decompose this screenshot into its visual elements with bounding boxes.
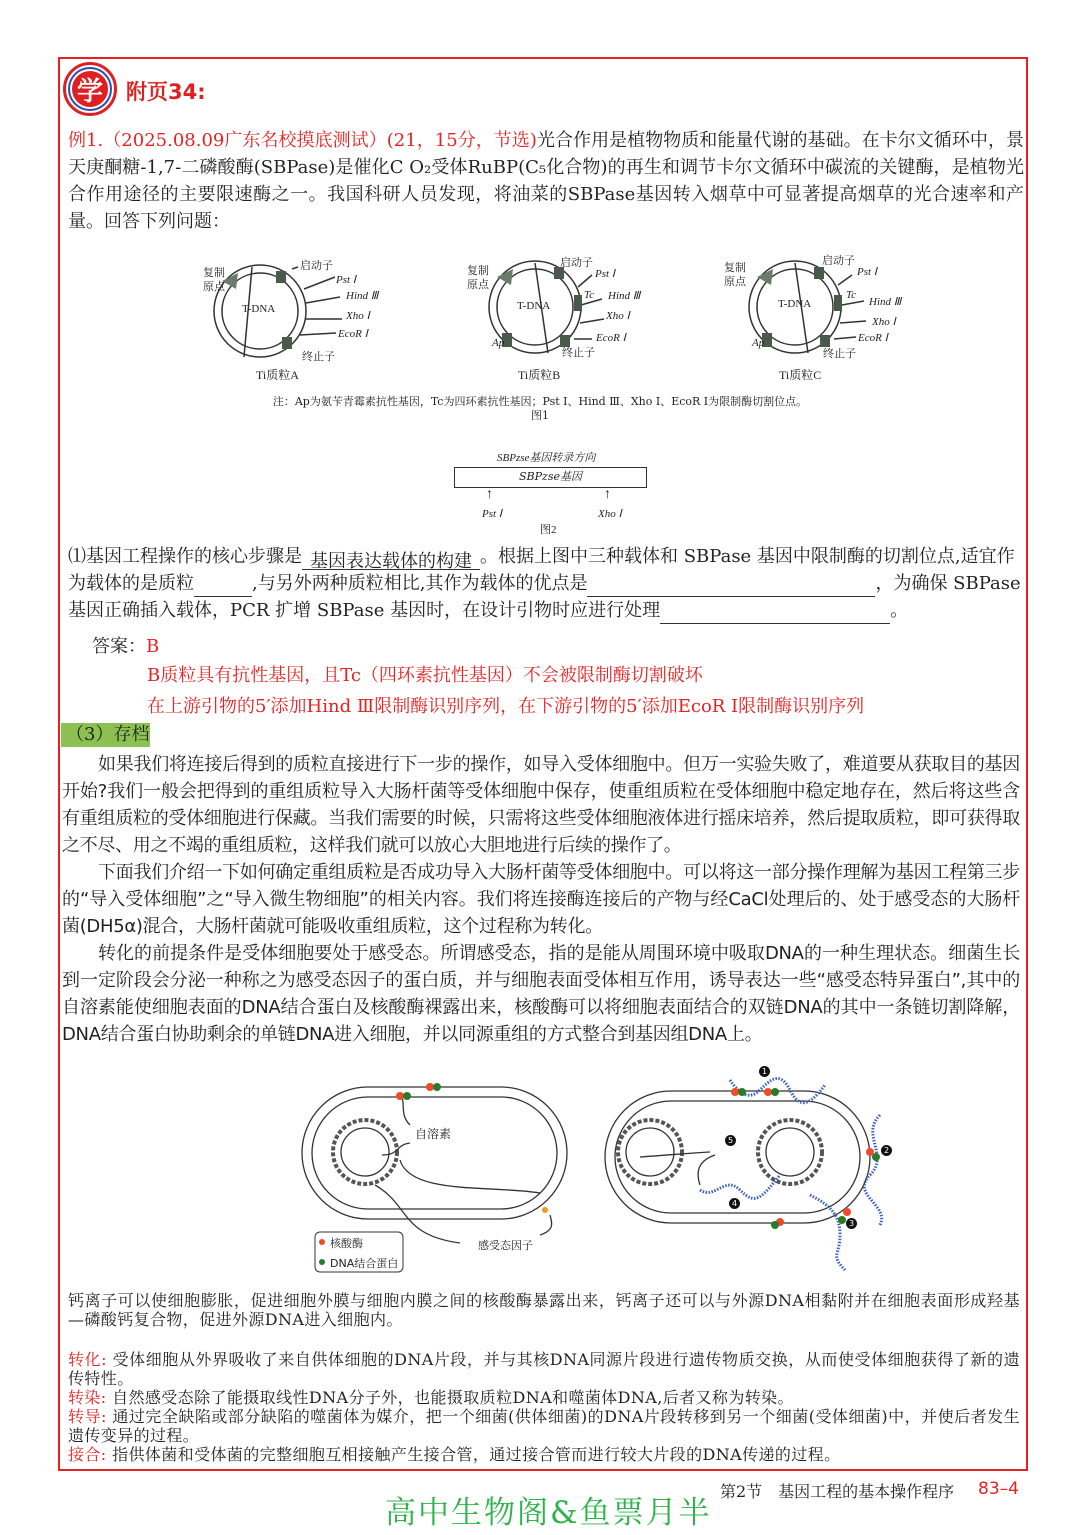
answer-line-2: B质粒具有抗性基因，且Tc（四环素抗性基因）不会被限制酶切割破坏: [147, 665, 703, 686]
answer-blank-primer[interactable]: [660, 602, 890, 624]
study-logo-icon: 学: [63, 62, 117, 116]
question-stem: [68, 127, 1024, 235]
arrow-up-icon: ↑: [604, 487, 611, 502]
page-title: 附页34:: [126, 80, 206, 104]
figure-transformation: 自溶素 核酸酶 DNA结合蛋白 感受态因子 1 2 3 4 5: [290, 1075, 900, 1275]
page-number: 83–4: [978, 1479, 1019, 1499]
footer-section: 第2节 基因工程的基本操作程序: [720, 1482, 955, 1501]
term-transfection: 转染: 自然感受态除了能摄取线性DNA分子外，也能摄取质粒DNA和噬菌体DNA,后者又称为转染。: [68, 1388, 794, 1407]
figure-1-note: 注：Ap为氨苄青霉素抗性基因，Tc为四环素抗性基因；Pst Ⅰ、Hind Ⅲ、Xho Ⅰ、EcoR Ⅰ为限制酶切割位点。: [272, 395, 808, 408]
answer-blank-filled[interactable]: 基因表达载体的构建: [302, 548, 480, 570]
calcium-note: 钙离子可以使细胞膨胀，促进细胞外膜与细胞内膜之间的核酸酶暴露出来，钙离子还可以与外源DNA相黏附并在细胞表面形成羟基—磷酸钙复合物，促进外源DNA进入细胞内。: [68, 1291, 1020, 1329]
term-transduction: 转导: 通过完全缺陷或部分缺陷的噬菌体为媒介，把一个细菌(供体细菌)的DNA片段转移到另一个细菌(受体细菌)中，并使后者发生遗传变异的过程。: [68, 1407, 1020, 1445]
term-transformation: 转化: 受体细胞从外界吸收了来自供体细胞的DNA片段，并与其核DNA同源片段进行遗传物质交换，从而使受体细胞获得了新的遗传特性。: [68, 1350, 1021, 1388]
section-heading: （3）存档: [61, 723, 150, 747]
figure-1: 复制 原点 启动子 Pst Ⅰ Hind Ⅲ Xho Ⅰ EcoR Ⅰ 终止子 T-DNA Ti质粒A 复制 原点 启动子 Pst Ⅰ Tc Hind Ⅲ Xho Ⅰ EcoR Ⅰ 终止子 Ap T-DNA Ti质粒B 复制 原点 启动子 Pst Ⅰ Tc Hind Ⅲ Xho Ⅰ EcoR Ⅰ 终止子 Ap T-DNA Ti质粒C: [0, 245, 1080, 425]
arrow-up-icon: ↑: [486, 487, 493, 502]
question-source: 例1.（2025.08.09广东名校摸底测试）(21，15分，节选): [68, 130, 537, 151]
answer-blank-plasmid[interactable]: [194, 575, 252, 597]
question-1: ⑴基因工程操作的核心步骤是 基因表达载体的构建 。根据上图中三种载体和 SBPase 基因中限制酶的切割位点,适宜作为载体的是质粒 ,与另外两种质粒相比,其作为载体的优点是 ，为确保 SBPase 基因正确插入载体，PCR 扩增 SBPase 基因时，在设计引物时应进行处理 。: [68, 543, 1023, 624]
question-text: 光合作用是植物物质和能量代谢的基础。在卡尔文循环中，景天庚酮糖-1,7-二磷酸酶(SBPase)是催化C O₂受体RuBP(C₅化合物)的再生和调节卡尔文循环中碳流的关键酶，是植物光合作用途径的主要限速酶之一。我国科研人员发现，将油菜的SBPase基因转入烟草中可显著提高烟草的光合速率和产量。回答下列问题：: [68, 130, 1024, 232]
body-text: 如果我们将连接后得到的质粒直接进行下一步的操作，如导入受体细胞中。但万一实验失败了，难道要从获取目的基因开始?我们一般会把得到的重组质粒导入大肠杆菌等受体细胞中保存，使重组质粒在受体细胞中稳定地存在，然后将这些含有重组质粒的受体细胞进行保藏。当我们需要的时候，只需将这些受体细胞液体进行摇床培养，然后提取质粒，即可获得取之不尽、用之不竭的重组质粒，这样我们就可以放心大胆地进行后续的操作了。 下面我们介绍一下如何确定重组质粒是否成功导入大肠杆菌等受体细胞中。可以将这一部分操作理解为基因工程第三步的“导入受体细胞”之“导入微生物细胞”的相关内容。我们将连接酶连接后的产物与经CaCl处理后的、处于感受态的大肠杆菌(DH5α)混合，大肠杆菌就可能吸收重组质粒，这个过程称为转化。 转化的前提条件是受体细胞要处于感受态。所谓感受态，指的是能从周围环境中吸取DNA的一种生理状态。细菌生长到一定阶段会分泌一种称之为感受态因子的蛋白质，并与细胞表面受体相互作用，诱导表达一些“感受态特异蛋白”,其中的自溶素能使细胞表面的DNA结合蛋白及核酸酶裸露出来，核酸酶可以将细胞表面结合的双链DNA的其中一条链切割降解，DNA结合蛋白协助剩余的单链DNA进入细胞，并以同源重组的方式整合到基因组DNA上。: [62, 754, 1020, 1045]
sbpase-gene-box: SBPzse基因: [454, 467, 647, 488]
term-list: [68, 1350, 1020, 1464]
figure-2: SBPzse基因转录方向 SBPzse基因 ↑ ↑ Pst Ⅰ Xho Ⅰ 图2: [440, 445, 670, 535]
watermark: 高中生物阁&鱼票月半: [385, 1495, 712, 1531]
answer-line-3: 在上游引物的5′添加Hind Ⅲ限制酶识别序列，在下游引物的5′添加EcoR Ⅰ限制酶识别序列: [147, 696, 865, 717]
term-conjugation: 接合: 指供体菌和受体菌的完整细胞互相接触产生接合管，通过接合管而进行较大片段的DNA传递的过程。: [68, 1445, 841, 1464]
answer-block: 答案：B: [92, 636, 160, 657]
plasmid-diagrams: [0, 245, 1080, 385]
answer-blank-advantage[interactable]: [587, 575, 875, 597]
figure-1-label: 图1: [531, 409, 549, 422]
